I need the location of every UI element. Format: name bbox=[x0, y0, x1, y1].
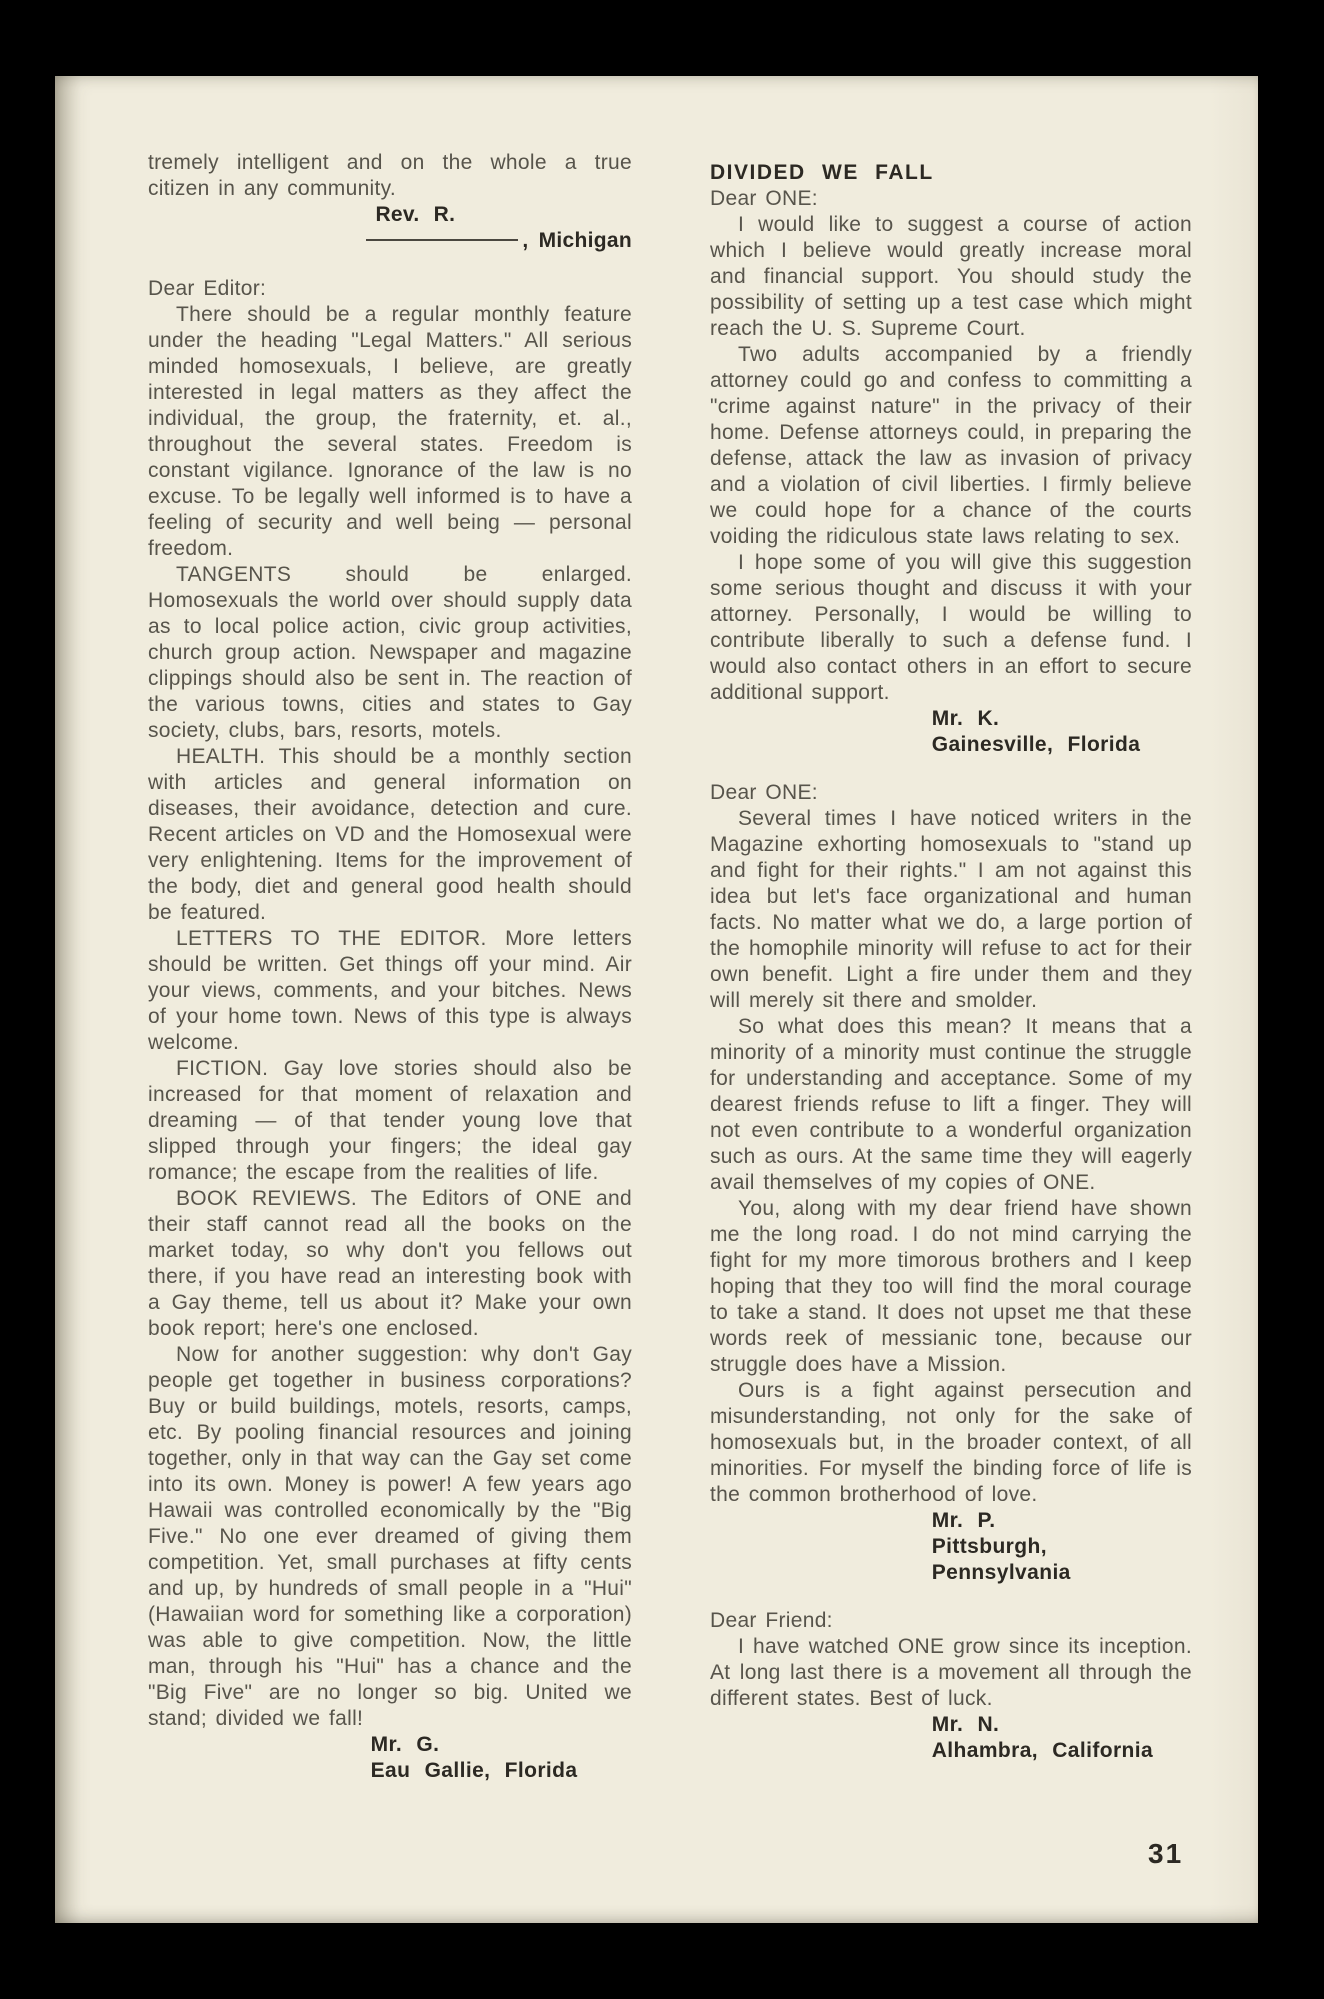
letter-paragraph: You, along with my dear friend have shown me the long road. I do not mind carrying the fight for my more timorous brothers and I keep hoping that they too will find the moral courage to take a stand. It does not upset me that these words reek of messianic tone, because our struggle does have a Mission. bbox=[710, 1197, 1192, 1376]
letter-paragraph: I would like to suggest a course of action which I believe would greatly increase moral and financial support. You should study the possibility of setting up a test case which might reach the U. S. Supreme Court. bbox=[710, 213, 1192, 340]
page-number: 31 bbox=[1148, 1838, 1184, 1869]
signature-line: Mr. G. bbox=[370, 1733, 440, 1756]
right-column bbox=[710, 160, 1192, 1764]
letter-paragraph: BOOK REVIEWS. The Editors of ONE and their staff cannot read all the books on the market today, so why don't you fellows out there, if you have read an interesting book with a Gay theme, tell us about it? Make your own book report; here's one enclosed. bbox=[148, 1187, 632, 1340]
letter-paragraph: HEALTH. This should be a monthly section with articles and general information on diseases, their avoidance, detection and cure. Recent articles on VD and the Homosexual were very enlightening. Items for the improvement of the body, diet and general good health should be featured. bbox=[148, 745, 632, 924]
signature-location-row bbox=[148, 228, 632, 254]
letter-paragraph: LETTERS TO THE EDITOR. More letters should be written. Get things off your mind. Air your views, comments, and your bitches. News of your home town. News of this type is always welcome. bbox=[148, 927, 632, 1054]
left-column bbox=[148, 150, 632, 1784]
letter-paragraph: Two adults accompanied by a friendly attorney could go and confess to committing a "crime against nature" in the privacy of their home. Defense attorneys could, in preparing the defense, attack the law as invasion of privacy and a violation of civil liberties. I firmly believe we could hope for a chance of the courts voiding the ridiculous state laws relating to sex. bbox=[710, 343, 1192, 548]
continued-paragraph: tremely intelligent and on the whole a true citizen in any community. bbox=[148, 151, 632, 200]
signature-line: Mr. K. bbox=[931, 707, 1000, 730]
letter-paragraph: Now for another suggestion: why don't Gay people get together in business corporations? Buy or build buildings, motels, resorts, camps, etc. By pooling financial resources and joining together, only in that way can the Gay set come into its own. Money is power! A few years ago Hawaii was controlled economically by the "Big Five." No one ever dreamed of giving them competition. Yet, small purchases at fifty cents and up, by hundreds of small people in a "Hui" (Hawaiian word for something like a corporation) was able to give competition. Now, the little man, through his "Hui" has a chance and the "Big Five" are no longer so big. United we stand; divided we fall! bbox=[148, 1343, 632, 1730]
letter-salutation: Dear ONE: bbox=[710, 187, 818, 210]
signature-line: Eau Gallie, Florida bbox=[370, 1759, 578, 1782]
signature-line: Alhambra, California bbox=[931, 1739, 1154, 1762]
letter-salutation: Dear Editor: bbox=[148, 277, 267, 300]
signature-line: Mr. P. bbox=[931, 1509, 996, 1532]
magazine-page bbox=[55, 76, 1258, 1923]
letter-salutation: Dear ONE: bbox=[710, 781, 818, 804]
letter-paragraph: I hope some of you will give this suggestion some serious thought and discuss it with your attorney. Personally, I would be willing to contribute liberally to such a defense fund. I would also contact others in an effort to secure additional support. bbox=[710, 551, 1192, 704]
signature-location: , Michigan bbox=[522, 229, 632, 252]
letter-signature bbox=[710, 706, 1192, 758]
letter-heading: DIVIDED WE FALL bbox=[710, 161, 934, 184]
letter-paragraph: There should be a regular monthly feature under the heading "Legal Matters." All serious minded homosexuals, I believe, are greatly interested in legal matters as they affect the individual, the group, the fraternity, et. al., throughout the several states. Freedom is constant vigilance. Ignorance of the law is no excuse. To be legally well informed is to have a feeling of security and well being — personal freedom. bbox=[148, 303, 632, 560]
letter-signature bbox=[148, 1732, 632, 1784]
letter-paragraph: TANGENTS should be enlarged. Homosexuals the world over should supply data as to local police action, civic group activities, church group action. Newspaper and magazine clippings should also be sent in. The reaction of the various towns, cities and states to Gay society, clubs, bars, resorts, motels. bbox=[148, 563, 632, 742]
letter-signature bbox=[148, 202, 632, 254]
signature-line: Mr. N. bbox=[931, 1713, 1000, 1736]
letter-paragraph: Ours is a fight against persecution and misunderstanding, not only for the sake of homosexuals but, in the broader context, of all minorities. For myself the binding force of life is the common brotherhood of love. bbox=[710, 1379, 1192, 1506]
letter-paragraph: Several times I have noticed writers in the Magazine exhorting homosexuals to "stand up and fight for their rights." I am not against this idea but let's face organizational and human facts. No matter what we do, a large portion of the homophile minority will refuse to act for their own benefit. Light a fire under them and they will merely sit there and smolder. bbox=[710, 807, 1192, 1012]
letter-signature bbox=[710, 1712, 1192, 1764]
letter-paragraph: FICTION. Gay love stories should also be increased for that moment of relaxation and dreaming — of that tender young love that slipped through your fingers; the ideal gay romance; the escape from the realities of life. bbox=[148, 1057, 632, 1184]
signature-line: Gainesville, Florida bbox=[931, 733, 1141, 756]
letter-salutation: Dear Friend: bbox=[710, 1609, 833, 1632]
letter-paragraph: So what does this mean? It means that a minority of a minority must continue the struggle for understanding and acceptance. Some of my dearest friends refuse to lift a finger. They will not even contribute to a wonderful organization such as ours. At the same time they will eagerly avail themselves of my copies of ONE. bbox=[710, 1015, 1192, 1194]
signature-name: Rev. R. bbox=[375, 203, 456, 226]
letter-signature bbox=[710, 1508, 1192, 1586]
letter-paragraph: I have watched ONE grow since its inception. At long last there is a movement all through the different states. Best of luck. bbox=[710, 1635, 1192, 1710]
blank-name-rule bbox=[366, 239, 518, 241]
signature-line: Pittsburgh, Pennsylvania bbox=[931, 1535, 1071, 1584]
